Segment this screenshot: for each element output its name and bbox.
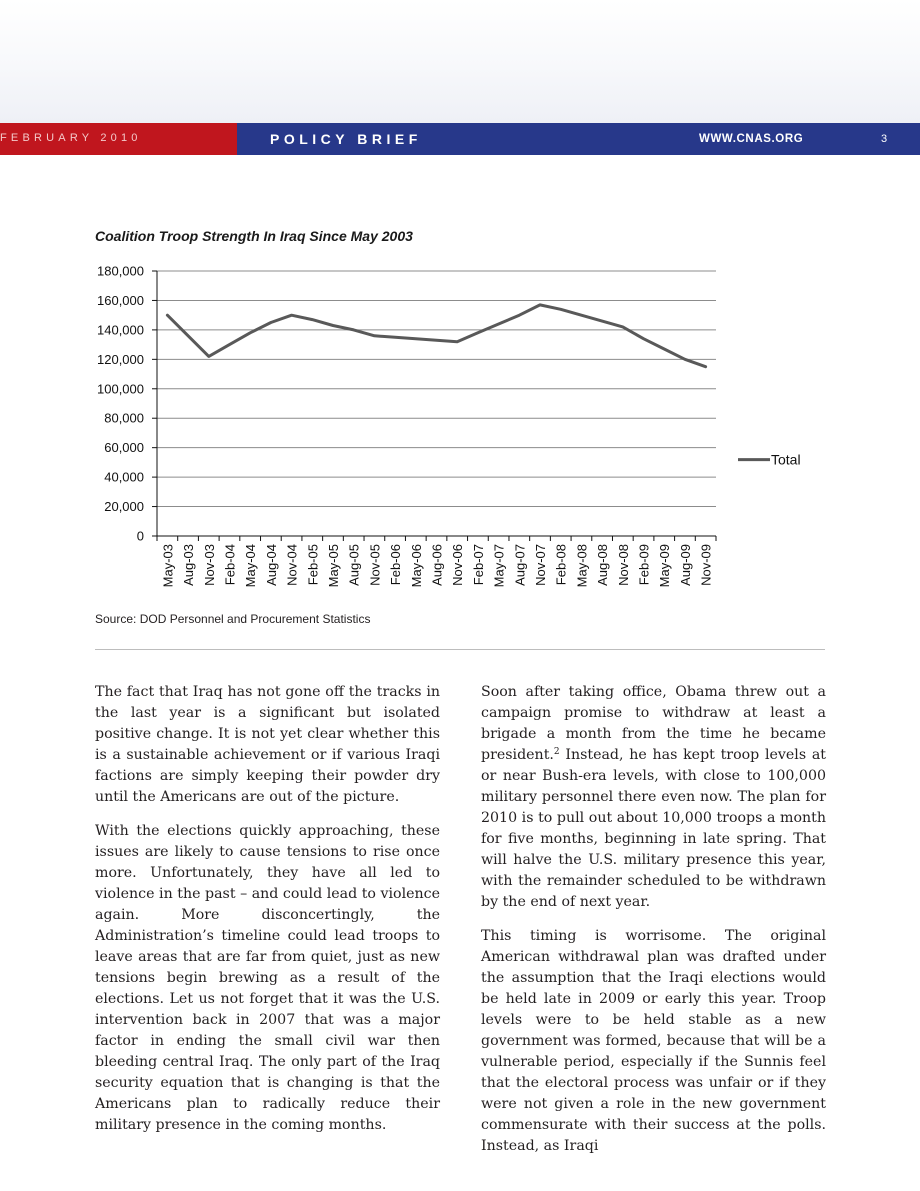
x-tick-label: May-07 [491, 544, 507, 588]
body-text: Instead, he has kept troop levels at or near Bush-era levels, with close to 100,000 military personnel there even now. The plan for 2010 is to pull out about 10,000 troops a month for five months, beginning in late spring. That will halve the U.S. military presence this year, with the remainder scheduled to be withdrawn by the end of next year. [481, 747, 826, 910]
body-text: Soon after taking office, Obama threw out a campaign promise to withdraw at least a brigade a month from the time he became president. [481, 684, 826, 763]
x-tick-label: Aug-09 [677, 544, 693, 586]
x-tick-label: Nov-09 [698, 544, 714, 586]
body-paragraph: The fact that Iraq has not gone off the tracks in the last year is a significant but isolated positive change. It is not yet clear whether this is a sustainable achievement or if various Iraqi factions are simply keeping their powder dry until the Americans are out of the picture. [95, 684, 440, 805]
y-tick-label: 80,000 [104, 410, 144, 426]
header-section-title: POLICY BRIEF [270, 131, 422, 147]
x-tick-label: Nov-04 [284, 544, 300, 586]
y-tick-label: 40,000 [104, 469, 144, 485]
footnote-marker[interactable]: 2 [553, 747, 560, 757]
series-line-total [167, 305, 705, 367]
x-tick-label: Nov-06 [450, 544, 466, 586]
y-tick-label: 120,000 [97, 351, 144, 367]
y-tick-label: 180,000 [97, 263, 144, 279]
left-text-column [95, 682, 440, 1149]
x-tick-label: May-08 [574, 544, 590, 588]
x-tick-label: Nov-03 [201, 544, 217, 586]
x-tick-label: May-06 [408, 544, 424, 588]
header-date: FEBRUARY 2010 [0, 132, 142, 144]
section-divider [95, 649, 825, 650]
x-tick-label: Aug-04 [263, 544, 279, 586]
y-tick-label: 100,000 [97, 381, 144, 397]
chart-source-note: Source: DOD Personnel and Procurement Statistics [95, 612, 371, 626]
x-tick-label: May-04 [243, 544, 259, 588]
x-tick-label: Nov-07 [533, 544, 549, 586]
legend-label-total: Total [771, 451, 801, 468]
x-tick-label: May-03 [160, 544, 176, 588]
x-tick-label: May-09 [657, 544, 673, 588]
header-website-link[interactable]: WWW.CNAS.ORG [699, 133, 804, 145]
x-tick-label: Feb-08 [553, 544, 569, 586]
chart-title: Coalition Troop Strength In Iraq Since May 2003 [95, 228, 413, 244]
y-tick-label: 140,000 [97, 322, 144, 338]
x-tick-label: Aug-08 [595, 544, 611, 586]
x-tick-label: Feb-06 [388, 544, 404, 586]
y-tick-label: 20,000 [104, 499, 144, 515]
x-tick-label: Feb-09 [636, 544, 652, 586]
x-tick-label: May-05 [325, 544, 341, 588]
body-paragraph [481, 682, 826, 913]
y-tick-label: 160,000 [97, 292, 144, 308]
x-tick-label: Nov-05 [367, 544, 383, 586]
x-tick-label: Aug-07 [512, 544, 528, 586]
right-text-column [481, 682, 826, 1170]
x-tick-label: Feb-05 [305, 544, 321, 586]
x-tick-label: Feb-07 [470, 544, 486, 586]
y-tick-label: 60,000 [104, 440, 144, 456]
x-tick-label: Feb-04 [222, 544, 238, 586]
x-tick-label: Aug-06 [429, 544, 445, 586]
x-tick-label: Aug-03 [181, 544, 197, 586]
body-paragraph: With the elections quickly approaching, these issues are likely to cause tensions to rise once more. Unfortunately, they have all led to violence in the past – and could lead to violence again. More disconcertingly, the Administration’s timeline could lead troops to leave areas that are far from quiet, just as new tensions begin brewing as a result of the elections. Let us not forget that it was the U.S. intervention back in 2007 that was a major factor in ending the small civil war then bleeding central Iraq. The only part of the Iraq security equation that is changing is that the Americans plan to radically reduce their military presence in the coming months. [95, 823, 440, 1133]
page-number: 3 [881, 133, 888, 145]
y-tick-label: 0 [136, 528, 144, 544]
x-tick-label: Nov-08 [615, 544, 631, 586]
body-paragraph: This timing is worrisome. The original American withdrawal plan was drafted under the assumption that the Iraqi elections would be held late in 2009 or early this year. Troop levels were to be held stable as a new government was formed, because that will be a vulnerable period, especially if the Sunnis feel that the electoral process was unfair or if they were not given a role in the new government commensurate with their success at the polls. Instead, as Iraqi [481, 928, 826, 1154]
x-tick-label: Aug-05 [346, 544, 362, 586]
